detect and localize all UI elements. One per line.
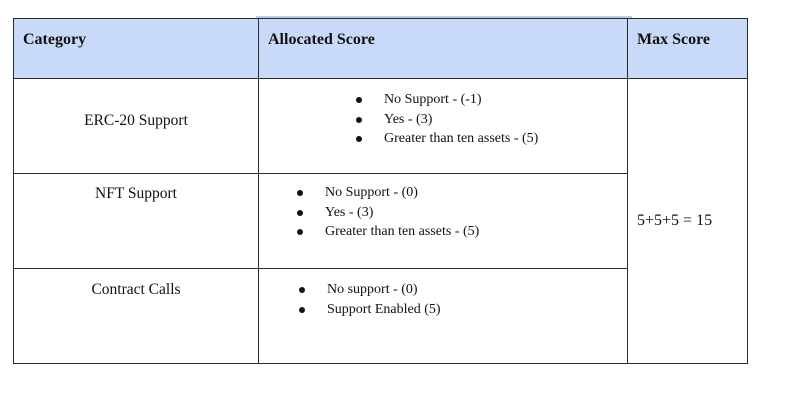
allocated-cell (259, 79, 628, 174)
score-list (325, 183, 627, 242)
allocated-cell (259, 269, 628, 364)
category-cell (14, 79, 259, 174)
category-cell (14, 269, 259, 364)
list-item-text: Greater than ten assets - (5) (325, 224, 480, 239)
allocated-cell (259, 174, 628, 269)
list-item (384, 110, 627, 130)
list-item-text: Yes - (3) (325, 204, 374, 220)
score-list (384, 90, 627, 149)
category-label: Contract Calls (91, 281, 181, 298)
header-row (14, 19, 748, 79)
list-item (384, 129, 627, 149)
bullet-icon (297, 210, 303, 216)
bullet-icon (297, 229, 303, 235)
table-row (14, 79, 748, 174)
bullet-icon (356, 117, 362, 123)
bullet-icon (299, 287, 305, 293)
bullet-icon (297, 190, 303, 196)
list-item (325, 203, 627, 223)
list-item (325, 183, 627, 203)
header-allocated-score: Allocated Score (259, 19, 628, 79)
header-category: Category (14, 19, 259, 79)
list-item (327, 280, 627, 300)
category-label: NFT Support (95, 185, 177, 202)
scoring-table (13, 18, 748, 364)
list-item-text: Greater than ten assets - (5) (384, 131, 539, 146)
list-item-text: No Support - (-1) (384, 92, 482, 107)
list-item-text: No Support - (0) (325, 185, 418, 200)
header-max-score: Max Score (628, 19, 748, 79)
score-list (327, 280, 627, 319)
bullet-icon (299, 307, 305, 313)
bullet-icon (356, 136, 362, 142)
list-item-text: No support - (0) (327, 282, 418, 297)
list-item-text: Support Enabled (5) (327, 301, 441, 317)
category-label: ERC-20 Support (84, 112, 188, 129)
max-score-value: 5+5+5 = 15 (637, 212, 713, 229)
list-item (327, 300, 627, 320)
bullet-icon (356, 97, 362, 103)
list-item (384, 90, 627, 110)
max-score-cell (628, 79, 748, 364)
category-cell (14, 174, 259, 269)
list-item (325, 222, 627, 242)
list-item-text: Yes - (3) (384, 111, 433, 127)
